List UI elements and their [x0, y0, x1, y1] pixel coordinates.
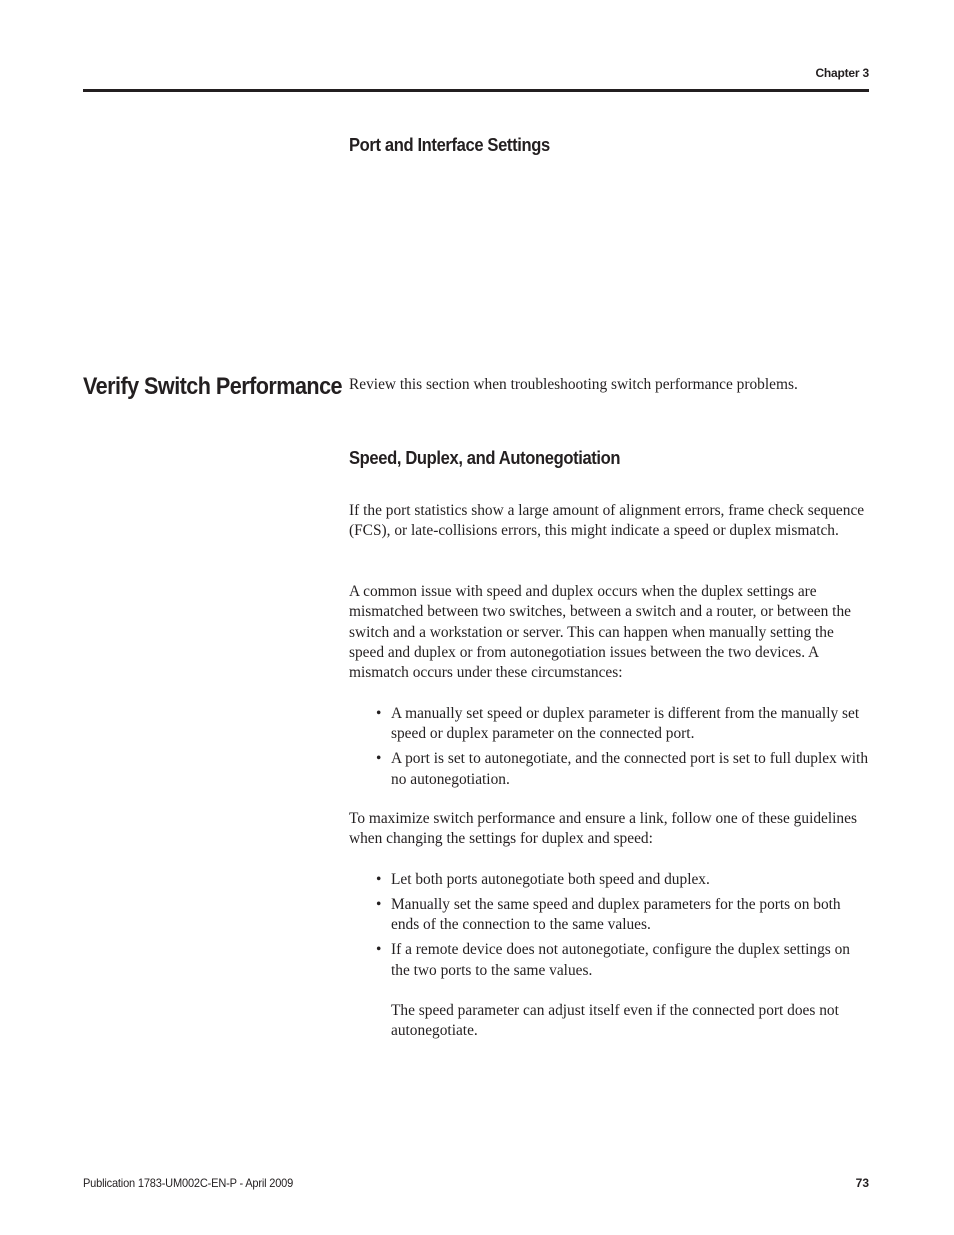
bullet-icon: • — [376, 750, 382, 768]
speed-duplex-heading: Speed, Duplex, and Autonegotiation — [349, 448, 621, 468]
chapter-label: Chapter 3 — [815, 66, 869, 80]
list-item-text: Let both ports autonegotiate both speed and duplex. — [391, 871, 710, 888]
paragraph-common-issue: A common issue with speed and duplex occurs when the duplex settings are mismatched between two switches, between a switch and a router, or between the switch and a workstation or server. This can happen when manually setting the speed and duplex or from autonegotiation issues between the two devices. A mismatch occurs under these circumstances: — [349, 583, 851, 682]
bullet-icon: • — [376, 941, 382, 959]
speed-parameter-note: The speed parameter can adjust itself even if the connected port does not autonegotiate. — [391, 1002, 839, 1040]
section-title: Verify Switch Performance — [83, 373, 343, 400]
list-item-text: If a remote device does not autonegotiate, configure the duplex settings on the two ports to the same values. — [391, 941, 851, 979]
section-intro: Review this section when troubleshooting switch performance problems. — [349, 376, 798, 393]
list-item-text: Manually set the same speed and duplex parameters for the ports on both ends of the connection to the same values. — [391, 895, 841, 934]
list-item — [373, 704, 871, 745]
port-interface-heading: Port and Interface Settings — [349, 135, 550, 155]
bullet-icon: • — [376, 871, 382, 888]
list-item — [373, 940, 871, 981]
paragraph-maximize: To maximize switch performance and ensure a link, follow one of these guidelines when changing the settings for duplex and speed: — [349, 810, 857, 848]
mismatch-bullet-list — [373, 704, 871, 795]
paragraph-port-statistics: If the port statistics show a large amount of alignment errors, frame check sequence (FCS), or late-collisions errors, this might indicate a speed or duplex mismatch. — [349, 502, 865, 540]
bullet-icon: • — [376, 705, 382, 722]
list-item-text: A port is set to autonegotiate, and the connected port is set to full duplex with no autonegotiation. — [391, 750, 869, 788]
list-item — [373, 895, 871, 936]
list-item-text: A manually set speed or duplex parameter is different from the manually set speed or duplex parameter on the connected port. — [391, 705, 860, 743]
list-item — [373, 749, 871, 790]
bullet-icon: • — [376, 895, 382, 913]
guideline-bullet-list — [373, 870, 871, 986]
page-number: 73 — [855, 1176, 869, 1190]
list-item — [373, 870, 871, 890]
header-rule — [83, 89, 869, 92]
footer-publication: Publication 1783-UM002C-EN-P - April 2009 — [83, 1176, 294, 1190]
